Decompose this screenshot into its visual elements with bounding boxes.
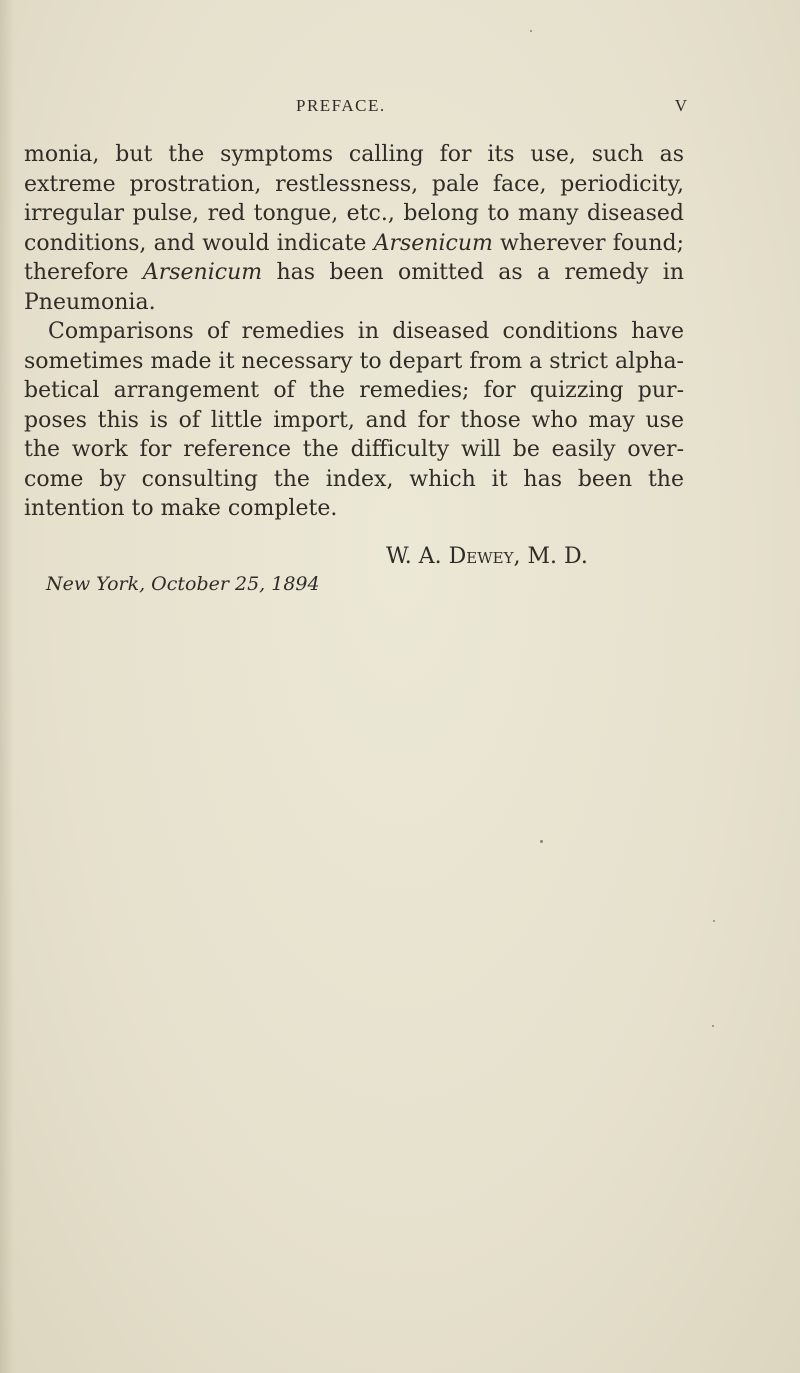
paper-speck — [530, 30, 532, 32]
text-line: sometimes made it necessary to depart from a strict alpha- — [24, 348, 684, 374]
text-line — [24, 258, 684, 288]
text-line: the work for reference the difficulty will be easily over- — [24, 437, 684, 462]
text-run: wherever found; — [492, 230, 684, 256]
running-title: PREFACE. — [296, 96, 386, 115]
text-line: Comparisons of remedies in diseased conditions have — [48, 319, 684, 344]
signature-surname: Dewey — [448, 544, 514, 569]
text-line: irregular pulse, red tongue, etc., belong to many diseased — [24, 201, 684, 226]
text-line: betical arrangement of the remedies; for quizzing pur- — [24, 378, 684, 403]
text-line — [24, 229, 684, 259]
text-line: intention to make complete. — [24, 496, 338, 521]
body-text — [24, 140, 684, 524]
remedy-name: Arsenicum — [373, 230, 493, 256]
paper-speck — [540, 840, 543, 843]
text-run: conditions, and would indicate — [24, 230, 374, 256]
text-line: come by consulting the index, which it has been the — [24, 466, 684, 492]
author-signature — [386, 542, 588, 572]
page-number: V — [674, 96, 687, 115]
text-line: monia, but the symptoms calling for its use, such as — [24, 142, 684, 167]
text-run: therefore — [24, 260, 143, 285]
running-head — [24, 96, 687, 120]
gutter-shadow — [0, 0, 14, 1373]
remedy-name: Arsenicum — [142, 260, 263, 285]
signature-degree: , M. D. — [513, 544, 588, 569]
dateline: New York, October 25, 1894 — [46, 573, 320, 595]
text-line: extreme prostration, restlessness, pale face, periodicity, — [24, 171, 684, 197]
text-line: poses this is of little import, and for those who may use — [24, 407, 684, 433]
text-run: has been omitted as a remedy in — [262, 260, 685, 285]
paper-speck — [712, 1025, 714, 1027]
paper-speck — [713, 920, 715, 922]
signature-initials: W. A. — [386, 544, 449, 569]
text-line: Pneumonia. — [24, 289, 156, 315]
